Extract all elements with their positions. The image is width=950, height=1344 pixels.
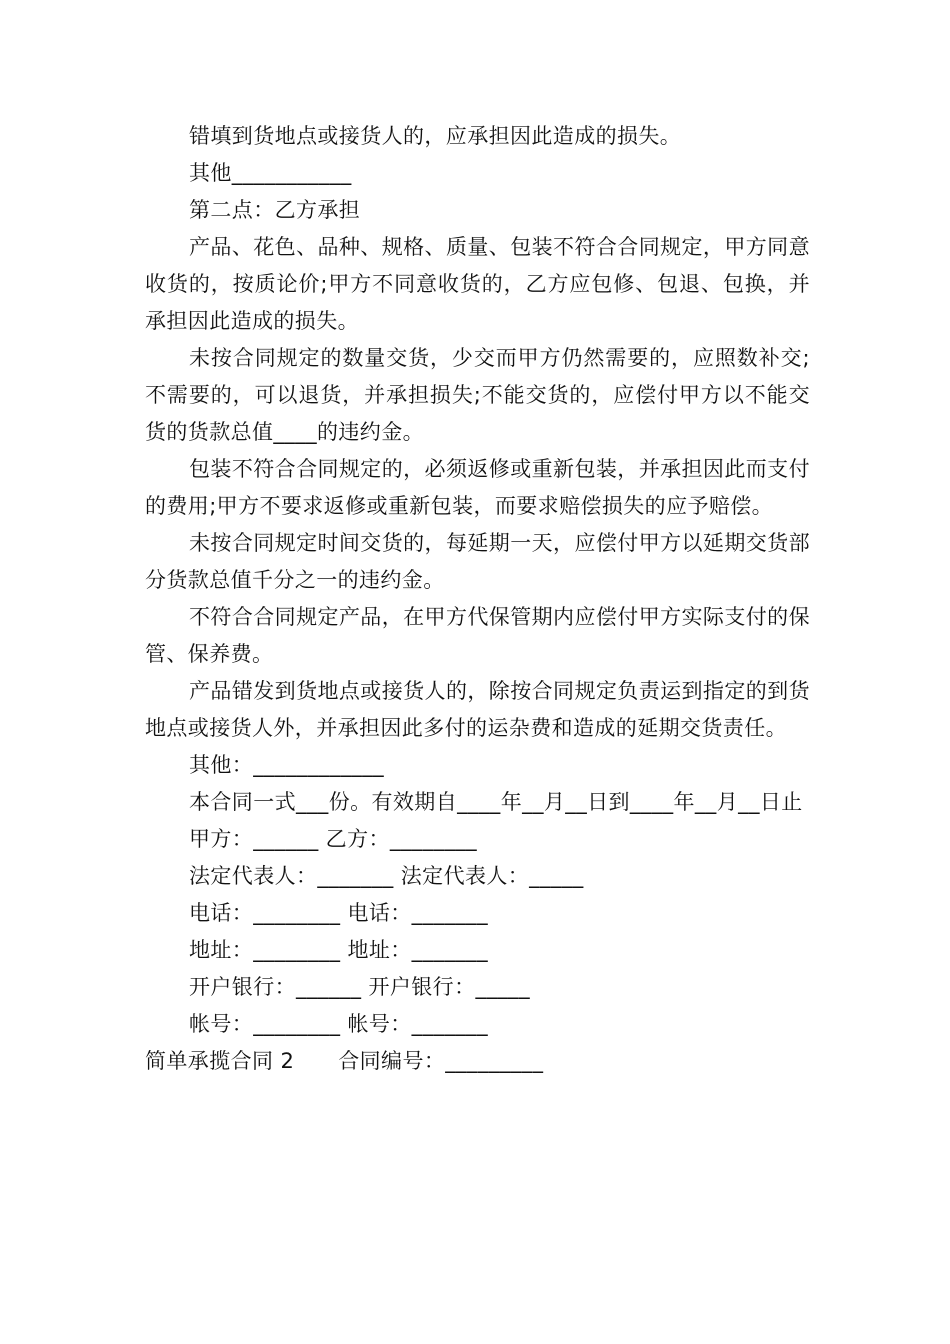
signature-address: 地址：________ 地址：_______ xyxy=(189,938,488,962)
paragraph-packaging: 包装不符合合同规定的，必须返修或重新包装，并承担因此而支付的费用;甲方不要求返修或重新包装，而要求赔偿损失的应予赔偿。 xyxy=(145,457,810,518)
paragraph-quantity: 未按合同规定的数量交货，少交而甲方仍然需要的，应照数补交;不需要的，可以退货，并承担损失;不能交货的，应偿付甲方以不能交货的货款总值____的违约金。 xyxy=(145,346,810,444)
paragraph-storage: 不符合合同规定产品，在甲方代保管期内应偿付甲方实际支付的保管、保养费。 xyxy=(145,605,810,666)
signature-legal-rep: 法定代表人：_______ 法定代表人：_____ xyxy=(189,864,584,888)
paragraph-other-2: 其他：____________ xyxy=(189,753,384,777)
paragraph-misdelivery: 产品错发到货地点或接货人的，除按合同规定负责运到指定的到货地点或接货人外，并承担因此多付的运杂费和造成的延期交货责任。 xyxy=(145,679,810,740)
signature-parties: 甲方：______ 乙方：________ xyxy=(189,827,478,851)
signature-phone: 电话：________ 电话：_______ xyxy=(189,901,488,925)
signature-bank: 开户银行：______ 开户银行：_____ xyxy=(189,975,530,999)
paragraph-validity: 本合同一式___份。有效期自____年__月__日到____年__月__日止 xyxy=(189,790,803,814)
next-section-header xyxy=(145,1043,810,1080)
paragraph-other-1: 其他___________ xyxy=(189,161,352,185)
contract-number: 合同编号：_________ xyxy=(338,1049,544,1073)
paragraph-delay: 未按合同规定时间交货的，每延期一天，应偿付甲方以延期交货部分货款总值千分之一的违约金。 xyxy=(145,531,810,592)
document-page xyxy=(145,118,810,1080)
next-section-title: 简单承揽合同 2 xyxy=(145,1049,295,1073)
paragraph-quality: 产品、花色、品种、规格、质量、包装不符合合同规定，甲方同意收货的，按质论价;甲方不同意收货的，乙方应包修、包退、包换，并承担因此造成的损失。 xyxy=(145,235,810,333)
signature-account: 帐号：________ 帐号：_______ xyxy=(189,1012,488,1036)
section-heading-party-b: 第二点：乙方承担 xyxy=(189,198,361,222)
paragraph-1: 错填到货地点或接货人的，应承担因此造成的损失。 xyxy=(189,124,682,148)
